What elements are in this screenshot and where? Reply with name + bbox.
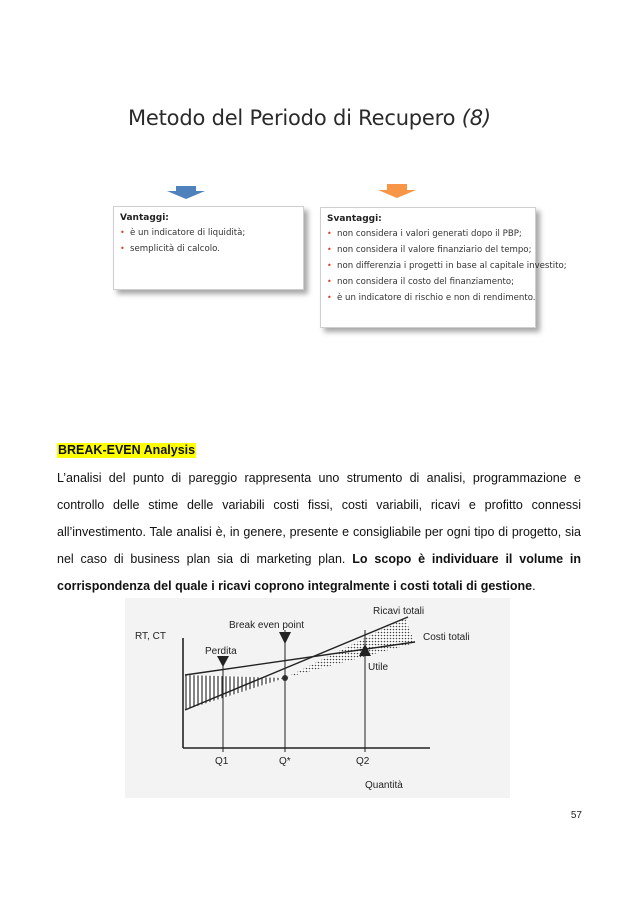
bullet-icon: •: [327, 245, 332, 254]
bullet-icon: •: [327, 293, 332, 302]
list-item-text: non considera il costo del finanziamento;: [337, 277, 515, 287]
break-even-label: Break even point: [229, 620, 305, 631]
paragraph-text: L’analisi del punto di pareggio rappresenta uno strumento di analisi, programmazione e controllo delle stime delle variabili costi fissi, costi variabili, ricavi e profitto connessi all’investimento. Tale analisi è, in genere, presente e consigliabile per ogni tipo di progetto, sia nel caso di business plan sia di marketing plan.: [57, 471, 581, 566]
tick-label-q1: Q1: [215, 756, 229, 767]
body-paragraph: [57, 465, 581, 600]
break-even-diagram: [125, 598, 510, 798]
list-item-text: è un indicatore di liquidità;: [130, 228, 246, 238]
loss-label: Perdita: [205, 646, 237, 657]
down-arrow-icon: [165, 186, 207, 200]
bullet-icon: •: [120, 244, 125, 253]
paragraph-end: .: [532, 579, 536, 593]
bullet-icon: •: [327, 261, 332, 270]
list-item-text: è un indicatore di rischio e non di rendimento.: [337, 293, 536, 303]
slide-title-main: Metodo del Periodo di Recupero: [128, 106, 462, 130]
list-item-text: non considera i valori generati dopo il PBP;: [337, 229, 522, 239]
section-heading: BREAK-EVEN Analysis: [58, 443, 196, 457]
cost-label: Costi totali: [423, 632, 470, 643]
list-item-text: semplicità di calcolo.: [130, 244, 221, 254]
advantages-box: [113, 206, 304, 290]
advantages-heading: Vantaggi:: [120, 213, 169, 223]
bullet-icon: •: [327, 229, 332, 238]
paragraph-bold-text: Lo scopo è individuare il volume in corrispondenza del quale i ricavi coprono integralmente i costi totali di gestione: [57, 552, 582, 593]
list-item: [327, 290, 536, 306]
bullet-icon: •: [327, 277, 332, 286]
y-axis-label: RT, CT: [135, 631, 166, 642]
disadvantages-heading: Svantaggi:: [327, 214, 382, 224]
list-item: [327, 274, 529, 290]
slide-title: [128, 106, 528, 130]
list-item: [327, 258, 567, 274]
disadvantages-box: [320, 207, 567, 328]
break-even-figure: [125, 598, 510, 798]
list-item: [327, 242, 532, 258]
tick-label-q2: Q2: [356, 756, 370, 767]
profit-label: Utile: [368, 662, 389, 673]
tick-label-qstar: Q*: [279, 756, 291, 767]
list-item: [120, 241, 297, 257]
down-arrow-icon: [376, 184, 418, 198]
list-item-text: non differenzia i progetti in base al capitale investito;: [337, 261, 567, 271]
list-item: [327, 226, 529, 242]
slide-title-number: (8): [461, 106, 491, 130]
page-number: 57: [570, 810, 582, 821]
x-axis-label: Quantità: [365, 780, 403, 791]
revenue-label: Ricavi totali: [373, 606, 425, 617]
bullet-icon: •: [120, 228, 125, 237]
list-item-text: non considera il valore finanziario del tempo;: [337, 245, 532, 255]
list-item: [120, 225, 297, 241]
